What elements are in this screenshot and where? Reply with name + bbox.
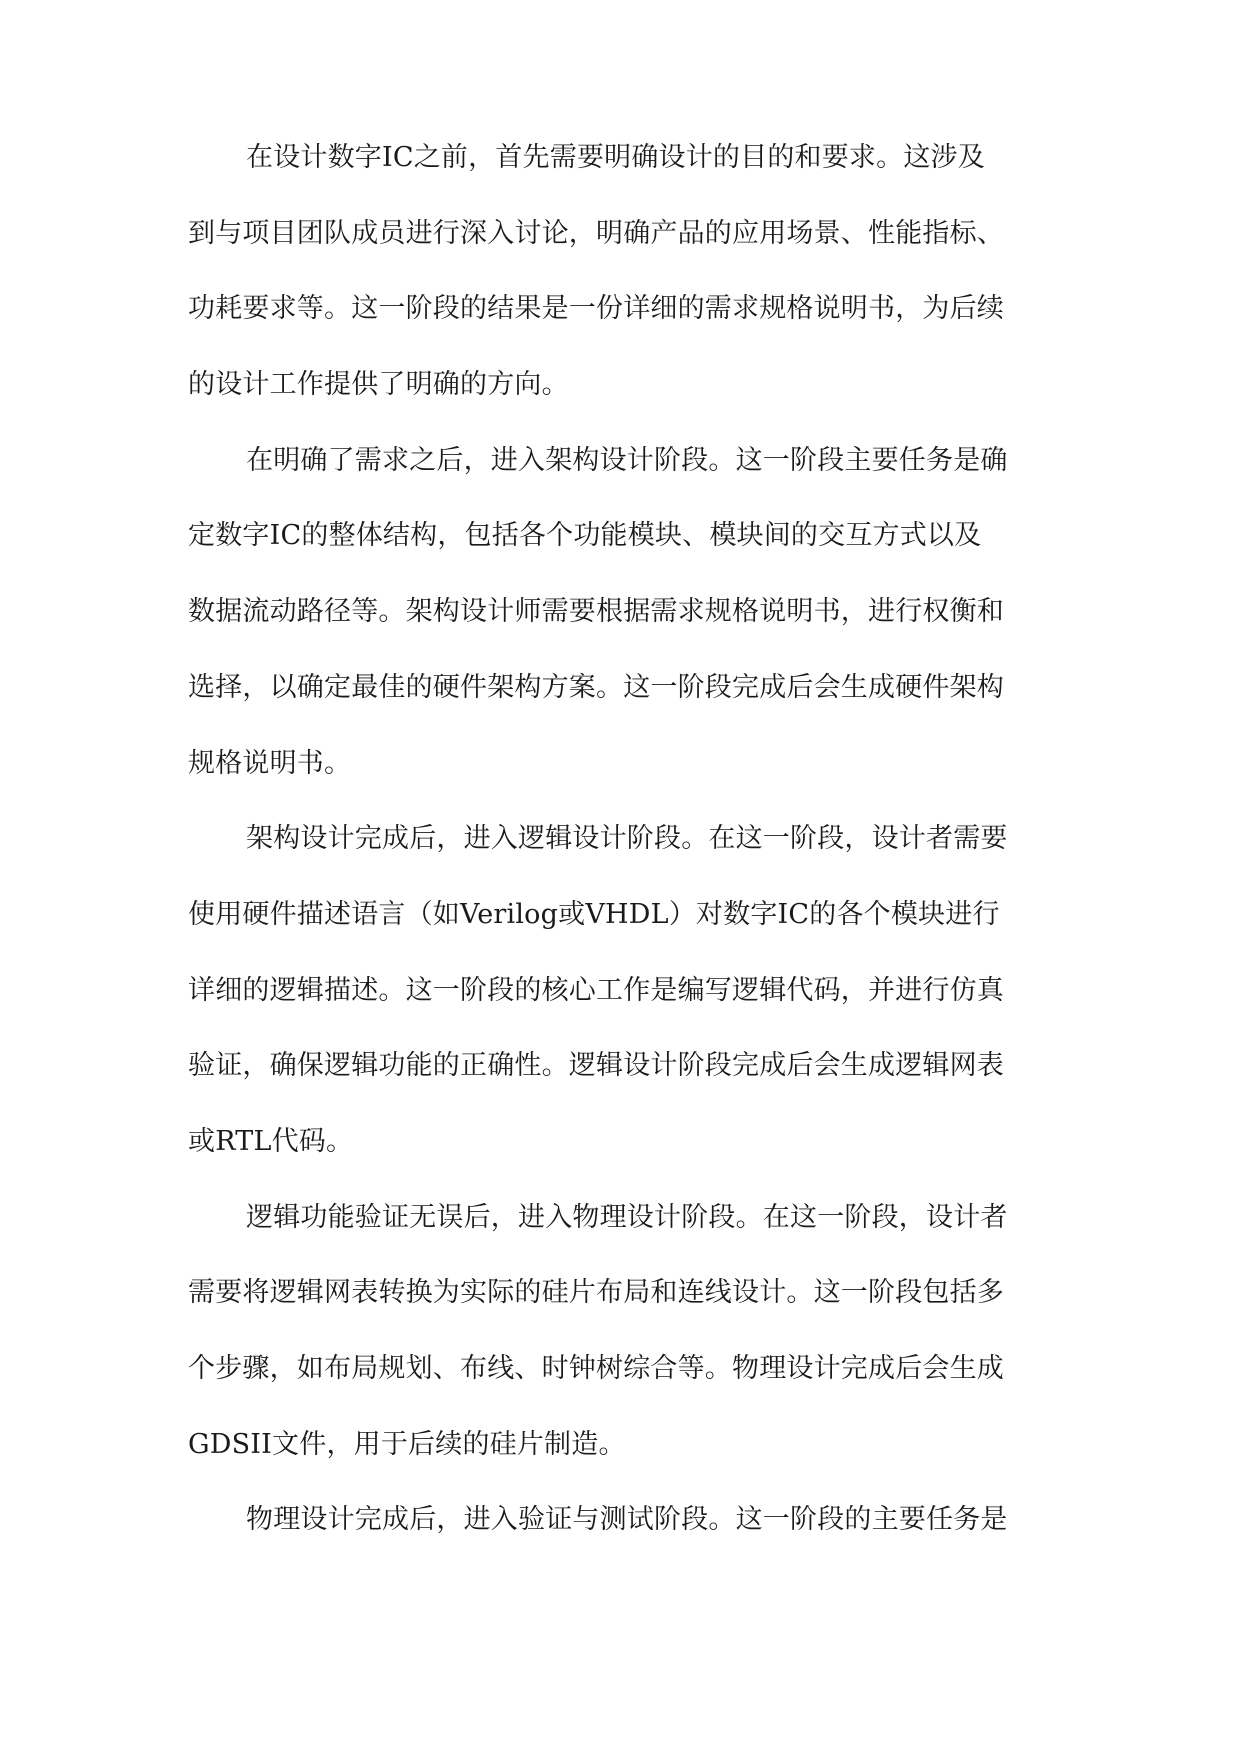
paragraph-2-line-1: 在明确了需求之后，进入架构设计阶段。这一阶段主要任务是确: [246, 444, 1008, 476]
paragraph-2-line-2: 定数字IC的整体结构，包括各个功能模块、模块间的交互方式以及: [188, 520, 982, 552]
paragraph-2-line-4: 选择，以确定最佳的硬件架构方案。这一阶段完成后会生成硬件架构: [188, 671, 1004, 703]
paragraph-1-line-4: 的设计工作提供了明确的方向。: [188, 369, 569, 401]
document-body: [188, 140, 1064, 1578]
paragraph-3-line-4: 验证，确保逻辑功能的正确性。逻辑设计阶段完成后会生成逻辑网表: [188, 1050, 1004, 1082]
paragraph-2-line-3: 数据流动路径等。架构设计师需要根据需求规格说明书，进行权衡和: [188, 596, 1004, 628]
paragraph-4-line-3: 个步骤，如布局规划、布线、时钟树综合等。物理设计完成后会生成: [188, 1353, 1004, 1384]
paragraph-5-line-1: 物理设计完成后，进入验证与测试阶段。这一阶段的主要任务是: [246, 1504, 1008, 1536]
paragraph-3-line-5: 或RTL代码。: [188, 1125, 354, 1157]
paragraph-3-line-3: 详细的逻辑描述。这一阶段的核心工作是编写逻辑代码，并进行仿真: [188, 974, 1004, 1006]
paragraph-2-line-5: 规格说明书。: [188, 747, 352, 779]
paragraph-4-line-2: 需要将逻辑网表转换为实际的硅片布局和连线设计。这一阶段包括多: [188, 1277, 1004, 1309]
paragraph-1-line-2: 到与项目团队成员进行深入讨论，明确产品的应用场景、性能指标、: [188, 217, 1004, 249]
paragraph-4-line-4: GDSII文件，用于后续的硅片制造。: [188, 1428, 626, 1460]
paragraph-1-line-1: 在设计数字IC之前，首先需要明确设计的目的和要求。这涉及: [246, 142, 985, 173]
paragraph-3-line-2: 使用硬件描述语言（如Verilog或VHDL）对数字IC的各个模块进行: [188, 898, 1000, 930]
paragraph-3-line-1: 架构设计完成后，进入逻辑设计阶段。在这一阶段，设计者需要: [246, 823, 1008, 855]
paragraph-4-line-1: 逻辑功能验证无误后，进入物理设计阶段。在这一阶段，设计者: [246, 1201, 1008, 1233]
paragraph-1-line-3: 功耗要求等。这一阶段的结果是一份详细的需求规格说明书，为后续: [188, 293, 1004, 325]
